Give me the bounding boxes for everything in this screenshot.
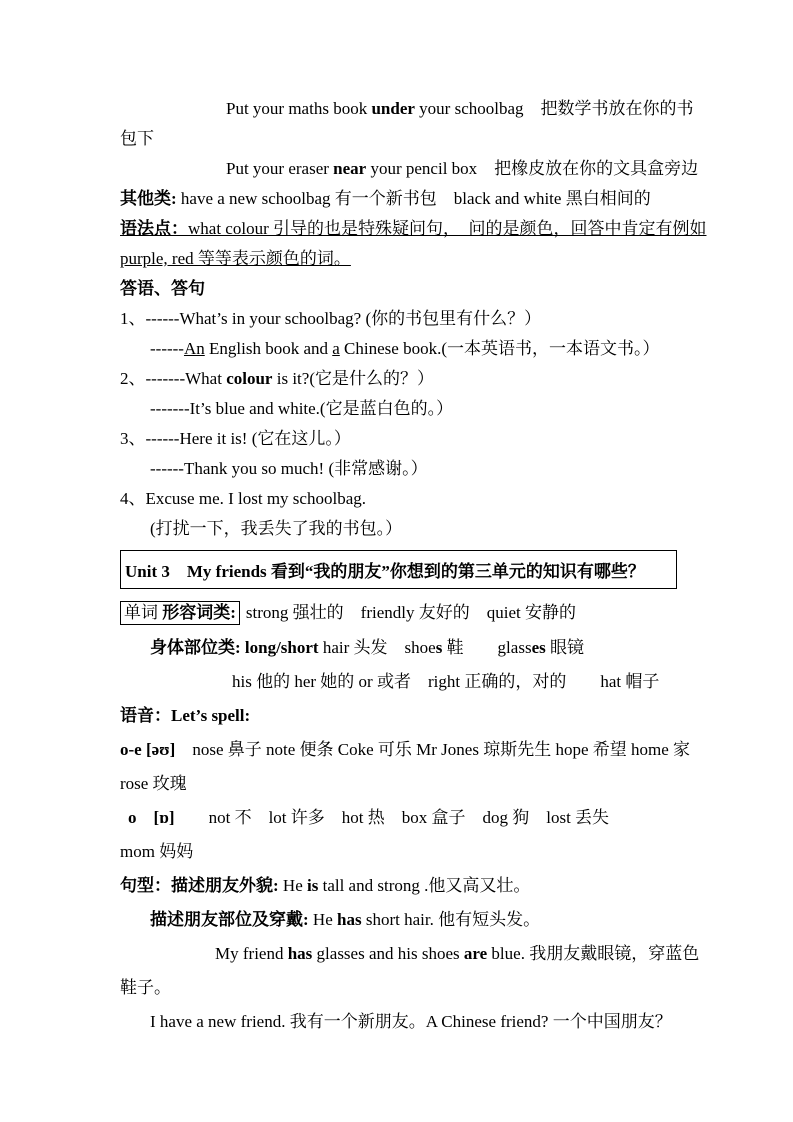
text-segment: 语音：Let’s spell: [120,706,251,725]
example-sentence [226,98,694,120]
text-segment: 1、------What’s in your schoolbag? (你的书包里有什么？） [120,309,542,328]
vocab-line [232,671,677,693]
sentence-pattern-wrap [120,977,677,999]
phonics-o-line [128,807,677,829]
text-segment: 鞋 glass [442,638,532,657]
text-segment: short hair. 他有短头发。 [361,910,541,929]
adjective-vocab-line [120,601,677,625]
text-segment: not 不 lot 许多 hot 热 box 盒子 dog 狗 lost 丢失 [174,808,610,827]
text-segment: 语法点： [120,219,188,238]
text-segment: English book and [204,339,333,358]
text-segment: Chinese book.(一本英语书，一本语文书。） [339,339,660,358]
text-segment: has [337,910,362,929]
phonics-oe-line [120,739,691,761]
text-segment: Unit 3 My friends 看到“我的朋友”你想到的第三单元的知识有哪些？ [125,562,645,581]
text-segment: glasses and his shoes [312,944,464,963]
qa-line [120,368,677,390]
text-segment: is [307,876,319,895]
text-segment: 2、-------What [120,369,227,388]
text-segment: 身体部位类: long/short [150,638,319,657]
text-segment: colour [226,369,273,388]
text-segment: rose 玫瑰 [120,774,187,793]
text-segment: a [332,339,340,358]
phonics-oe-line [120,773,677,795]
qa-line [150,458,677,480]
example-sentence-wrap [120,128,677,150]
text-segment: 4、Excuse me. I lost my schoolbag. [120,489,366,508]
text-segment: purple, red 等等表示颜色的词。 [120,249,351,268]
qa-line [150,518,677,540]
phonics-o-line [120,841,677,863]
answers-heading [120,278,677,300]
text-segment: have a new schoolbag 有一个新书包 black and white 黑白相间的 [176,189,651,208]
text-segment: mom 妈妈 [120,842,194,861]
text-segment: o-e [əʊ] [120,740,176,759]
sentence-pattern-line [150,1011,677,1033]
text-segment: Put your eraser [226,159,334,178]
text-segment: is it?(它是什么的？） [272,369,434,388]
text-segment: 其他类: [120,189,177,208]
body-parts-vocab-line [150,637,677,659]
text-segment: 答语、答句 [120,279,205,298]
qa-line [150,398,677,420]
text-segment: strong 强壮的 friendly 友好的 quiet 安静的 [245,603,576,622]
text-segment: your schoolbag 把数学书放在你的书 [414,99,694,118]
text-segment: 眼镜 [545,638,584,657]
text-segment: blue. 我朋友戴眼镜，穿蓝色 [487,944,700,963]
other-category-line [120,188,677,210]
qa-line [120,488,677,510]
text-segment: his 他的 her 她的 or 或者 right 正确的，对的 hat 帽子 [232,672,660,691]
text-segment: 句型：描述朋友外貌: [120,876,279,895]
text-segment: An [183,339,205,358]
sentence-pattern-line [215,943,700,965]
text-segment: what colour 引导的也是特殊疑问句， 问的是颜色，回答中肯定有例如 [188,219,707,238]
qa-line [150,338,677,360]
grammar-point-line [120,218,707,240]
text-segment: I have a new friend. 我有一个新朋友。A Chinese friend? 一个中国朋友？ [150,1012,672,1031]
text-segment: s [435,638,443,657]
text-segment: 3、------Here it is! (它在这儿。） [120,429,351,448]
example-sentence [226,158,699,180]
text-segment: hair 头发 shoe [318,638,436,657]
text-segment: nose 鼻子 note 便条 Coke 可乐 Mr Jones 琼斯先生 hope 希望 home 家 [175,740,691,759]
qa-line [120,308,677,330]
text-segment: has [287,944,313,963]
text-segment: es [531,638,546,657]
phonics-heading [120,705,677,727]
grammar-point-line [120,248,677,270]
text-segment: under [371,99,415,118]
text-segment: 单词 [124,603,163,622]
text-segment: He [278,876,307,895]
vocab-label-box [120,601,240,625]
text-segment: He [308,910,337,929]
sentence-pattern-line [120,875,677,897]
text-segment: 鞋子。 [120,978,171,997]
text-segment: near [333,159,367,178]
text-segment: 形容词类: [162,603,236,622]
text-segment: (打扰一下，我丢失了我的书包。） [150,519,403,538]
text-segment: Put your maths book [226,99,372,118]
text-segment: tall and strong .他又高又壮。 [318,876,531,895]
text-segment: o [ɒ] [128,808,175,827]
text-segment: ------ [150,339,184,358]
text-segment: are [463,944,488,963]
text-segment: My friend [215,944,288,963]
text-segment: ------Thank you so much! (非常感谢。） [150,459,428,478]
text-segment: your pencil box 把橡皮放在你的文具盒旁边 [366,159,699,178]
qa-line [120,428,677,450]
text-segment: 描述朋友部位及穿戴: [150,910,309,929]
sentence-pattern-line [150,909,677,931]
text-segment: 包下 [120,129,154,148]
unit3-heading [120,550,677,589]
text-segment: -------It’s blue and white.(它是蓝白色的。） [150,399,454,418]
